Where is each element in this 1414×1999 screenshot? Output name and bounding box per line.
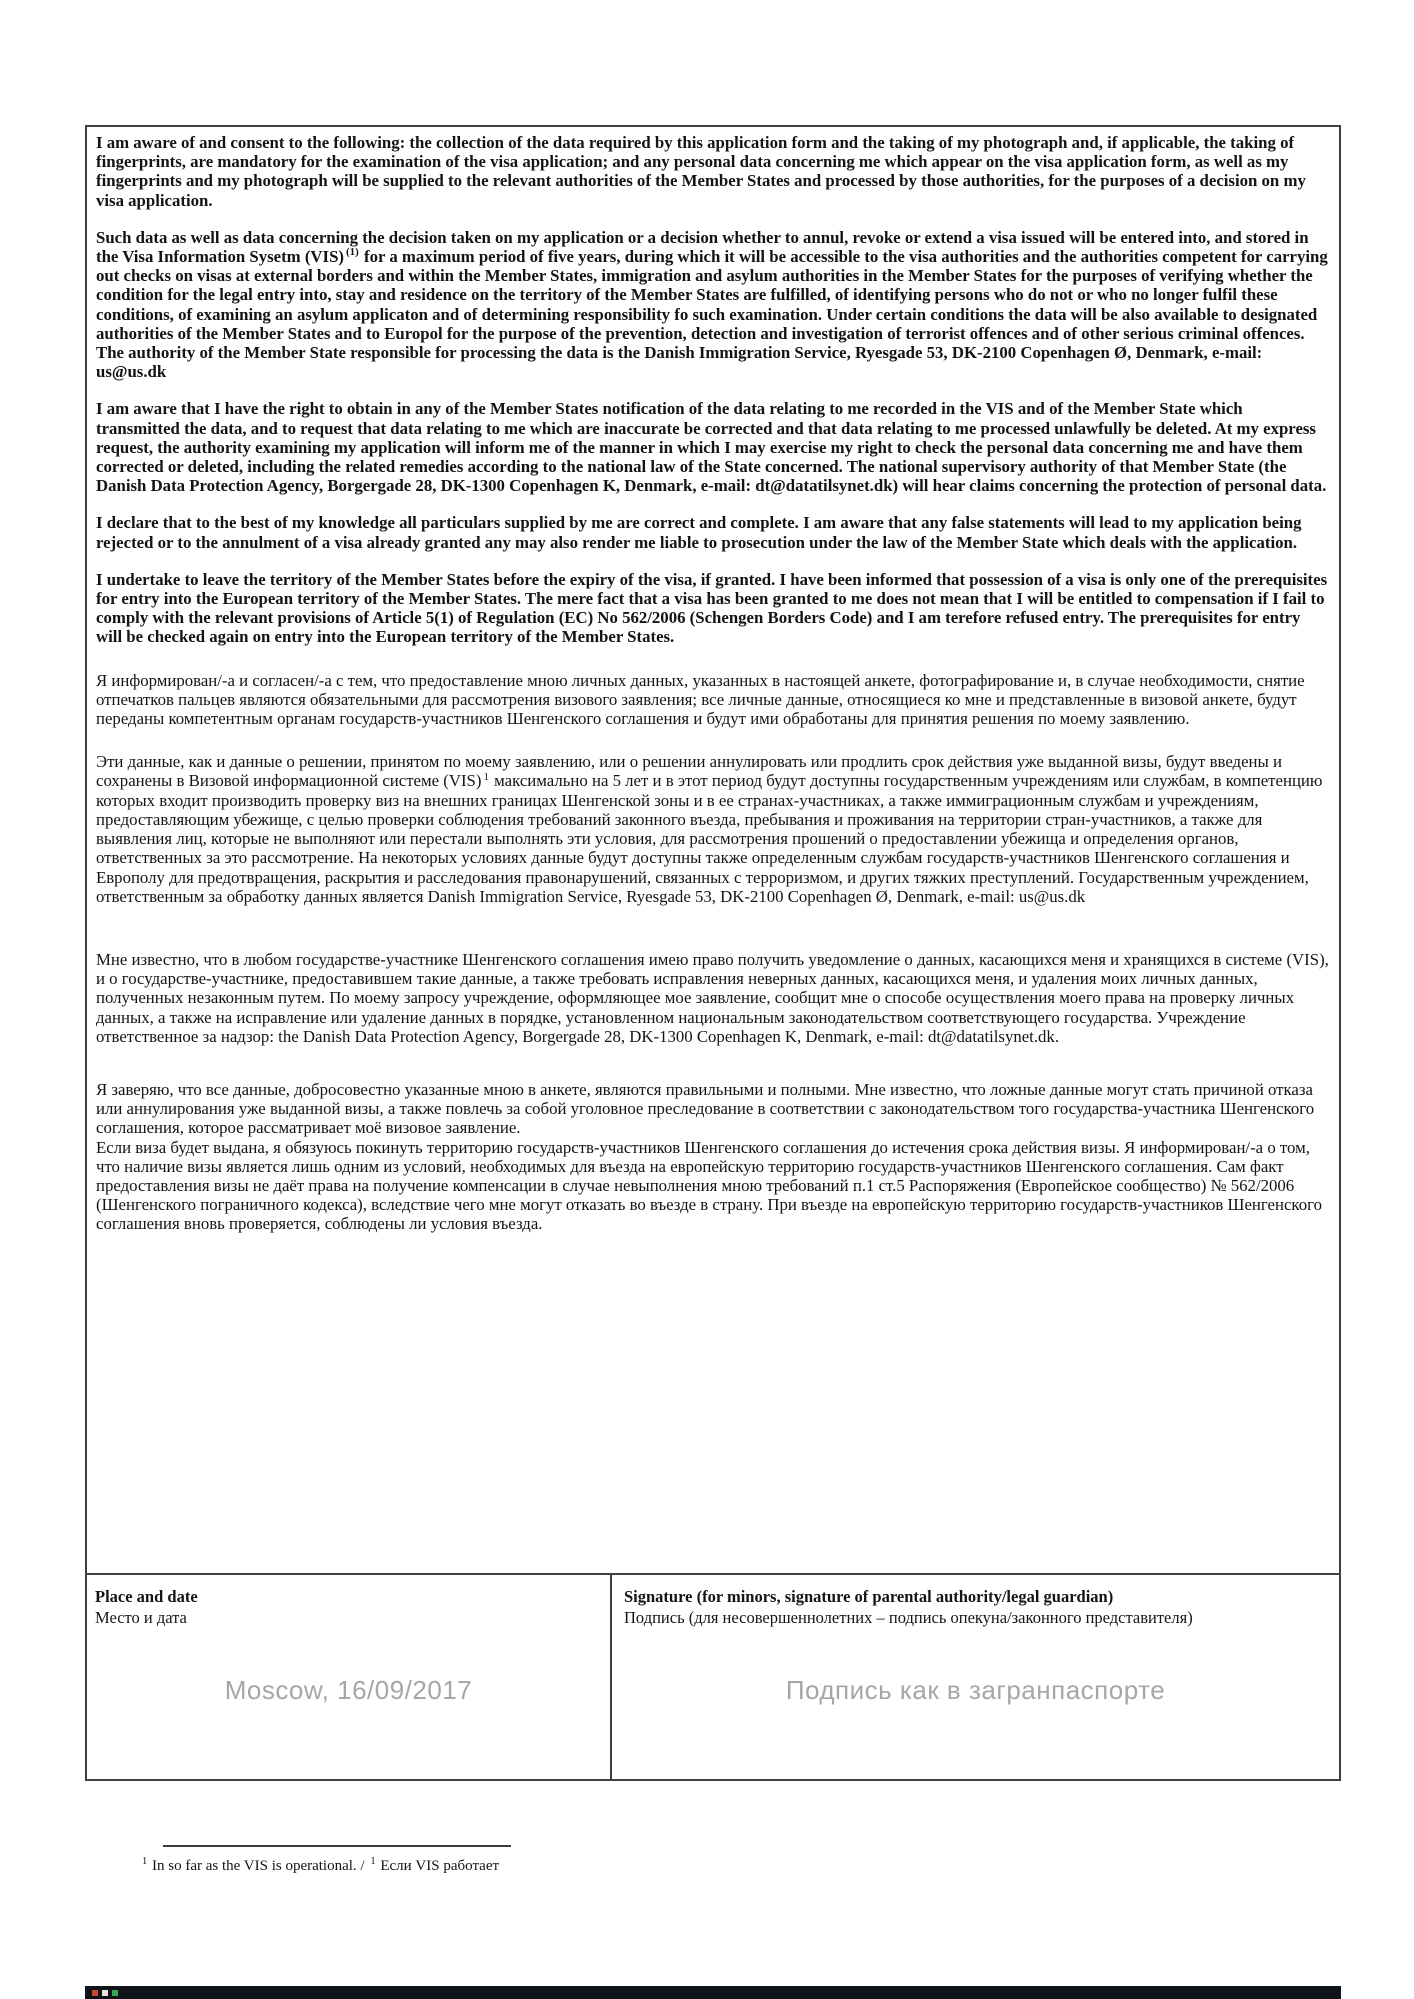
consent-paragraph-ru-3: Мне известно, что в любом государстве-участнике Шенгенского соглашения имею право получить уведомление о данных, касающихся меня и хранящихся в системе (VIS), и о государстве-участнике, предоставившем такие данные, а также требовать исправления неверных данных, касающихся меня, и удаления моих личных данных, полученных незаконным путем. По моему запросу учреждение, оформляющее мое заявление, сообщит мне о способе осуществления моего права на проверку личных данных, а также на исправление или удаление данных в порядке, установленном национальным законодательством соответствующего государства. Учреждение ответственное за надзор: the Danish Data Protection Agency, Borgergade 28, DK-1300 Copenhagen K, Denmark, e-mail: dt@datatilsynet.dk.: [96, 949, 1329, 1046]
consent-paragraph-en-1: I am aware of and consent to the following: the collection of the data required by this application form and the taking of my photograph and, if applicable, the taking of fingerprints, are mandatory for the examination of the visa application; and any personal data concerning me which appear on the visa application form, as well as my fingerprints and my photograph will be supplied to the relevant authorities of the Member States and processed by those authorities, for the purposes of a decision on my visa application.: [96, 133, 1306, 210]
next-page-edge-bar: [85, 1986, 1341, 1999]
footnote-text-ru: Если VIS работает: [376, 1858, 500, 1874]
consent-paragraph-en-3: I am aware that I have the right to obtain in any of the Member States notification of the data relating to me recorded in the VIS and of the Member State which transmitted the data, and to request that data relating to me which are inaccurate be corrected and that data relating to me processed unlawfully be deleted. At my express request, the authority examining my application will inform me of the manner in which I may exercise my right to check the personal data concerning me and have them corrected or deleted, including the related remedies according to the national law of the State concerned. The national supervisory authority of that Member State (the Danish Data Protection Agency, Borgergade 28, DK-1300 Copenhagen K, Denmark, e-mail: dt@datatilsynet.dk) will hear claims concerning the protection of personal data.: [96, 399, 1327, 496]
paragraph-text: максимально на 5 лет и в этот период будут доступны государственным учреждениям или службам, в компетенцию которых входит производить проверку виз на внешних границах Шенгенской зоны и в ее странах-участниках, а также иммиграционным службам и учреждениям, предоставляющим убежище, с целью проверки соблюдения требований законного въезда, пребывания и проживания на территории стран-участников, а также для выявления лиц, которые не выполняют или перестали выполнять эти условия, для рассмотрения прошений о предоставлении убежища и определения органов, ответственных за это рассмотрение. На некоторых условиях данные будут доступны также определенным службам государств-участников Шенгенского соглашения и Европолу для предотвращения, раскрытия и расследования правонарушений, связанных с терроризмом, и других тяжких преступлений. Государственным учреждением, ответственным за обработку данных является Danish Immigration Service, Ryesgade 53, DK-2100 Copenhagen Ø, Denmark, e-mail: us@us.dk: [96, 771, 1323, 906]
signature-label-en: Signature (for minors, signature of parental authority/legal guardian): [624, 1587, 1114, 1606]
consent-paragraph-en-4: I declare that to the best of my knowledge all particulars supplied by me are correct and complete. I am aware that any false statements will lead to my application being rejected or to the annulment of a visa already granted any may also render me liable to prosecution under the law of the Member State which deals with the application.: [96, 513, 1302, 552]
consent-paragraph-en-2: [96, 228, 1330, 382]
signature-cell: [612, 1575, 1339, 1779]
signature-label-ru: Подпись (для несовершеннолетних – подпись опекуна/законного представителя): [624, 1608, 1193, 1627]
consent-paragraph-ru-5: Если виза будет выдана, я обязуюсь покинуть территорию государств-участников Шенгенского соглашения до истечения срока действия визы. Я информирован/-а о том, что наличие визы является лишь одним из условий, необходимых для въезда на европейскую территорию государств-участников Шенгенского соглашения. Сам факт предоставления визы не даёт права на получение компенсации в случае невыполнения мною требований п.1 ст.5 Распоряжения (Европейское сообщество) № 562/2006 (Шенгенского пограничного кодекса), вследствие чего мне могут отказать во въезде в страну. При въезде на европейскую территорию государств-участников Шенгенского соглашения вновь проверяется, соблюдены ли условия въезда.: [96, 1137, 1322, 1234]
bar-red-icon: [92, 1990, 98, 1996]
consent-paragraph-ru-1: Я информирован/-а и согласен/-а с тем, что предоставление мною личных данных, указанных в настоящей анкете, фотографирование и, в случае необходимости, снятие отпечатков пальцев являются обязательными для рассмотрения визового заявления; все личные данные, относящиеся ко мне и представленные в визовой анкете, будут переданы компетентным органам государств-участников Шенгенского соглашения и будут ими обработаны для принятия решения по моему заявлению.: [96, 670, 1305, 729]
paragraph-text: Эти данные, как и данные о решении, принятом по моему заявлению, или о решении аннулировать или продлить срок действия уже выданной визы, будут введены и сохранены в Визовой информационной системе (VIS): [96, 752, 1282, 791]
footnote-marker-ru: 1: [370, 1856, 376, 1867]
paragraph-text: for a maximum period of five years, during which it will be accessible to the visa authorities and the authorities competent for carrying out checks on visas at external borders and within the Member States, immigration and asylum authorities in the Member States for the purposes of verifying whether the condition for the legal entry into, stay and residence on the territory of the Member States are fulfilled, of identifying persons who do not or who no longer fulfil these conditions, of examining an asylum applicaton and of determining responsibility fo such examination. Under certain conditions the data will be also available to designated authorities of the Member States and to Europol for the purpose of the prevention, detection and investigation of terrorist offences and of other serious criminal offences. The authority of the Member State responsible for processing the data is the Danish Immigration Service, Ryesgade 53, DK-2100 Copenhagen Ø, Denmark, e-mail: us@us.dk: [96, 247, 1328, 382]
consent-paragraph-en-5: I undertake to leave the territory of the Member States before the expiry of the visa, if granted. I have been informed that possession of a visa is only one of the prerequisites for entry into the European territory of the Member States. The mere fact that a visa has been granted to me does not mean that I will be entitled to compensation if I fail to comply with the relevant provisions of Article 5(1) of Regulation (EC) No 562/2006 (Schengen Borders Code) and I am terefore refused entry. The prerequisites for entry will be checked again on entry into the European territory of the Member States.: [96, 569, 1328, 647]
footnote-marker-en: 1: [142, 1856, 148, 1867]
consent-text-block: [87, 127, 1339, 1234]
signature-table: [87, 1573, 1339, 1779]
place-and-date-value: Moscow, 16/09/2017: [224, 1675, 473, 1705]
footnote-reference-mark: 1: [483, 770, 489, 783]
paragraph-text: Such data as well as data concerning the decision taken on my application or a decision whether to annul, revoke or extend a visa issued will be entered into, and stored in the Visa Information Sysetm (VIS): [96, 227, 1309, 267]
footnote-text-en: In so far as the VIS is operational. /: [148, 1858, 369, 1874]
bar-green-icon: [112, 1990, 118, 1996]
consent-paragraph-ru-4: Я заверяю, что все данные, добросовестно указанные мною в анкете, являются правильными и полными. Мне известно, что ложные данные могут стать причиной отказа или аннулирования уже выданной визы, а также повлечь за собой уголовное преследование в соответствии с законодательством того государства-участника Шенгенского соглашения, которое рассматривает моё визовое заявление.: [96, 1079, 1315, 1138]
footnote-reference-mark: (1): [346, 246, 359, 259]
bar-white-icon: [102, 1990, 108, 1996]
consent-paragraph-ru-2: [96, 752, 1330, 906]
footnote: [140, 1856, 499, 1876]
place-and-date-label-en: Place and date: [95, 1587, 198, 1606]
signature-value: Подпись как в загранпаспорте: [785, 1675, 1166, 1705]
place-and-date-cell: [87, 1575, 612, 1779]
place-and-date-label-ru: Место и дата: [95, 1608, 187, 1627]
consent-form-box: [85, 125, 1341, 1781]
footnote-divider-rule: [163, 1845, 511, 1847]
